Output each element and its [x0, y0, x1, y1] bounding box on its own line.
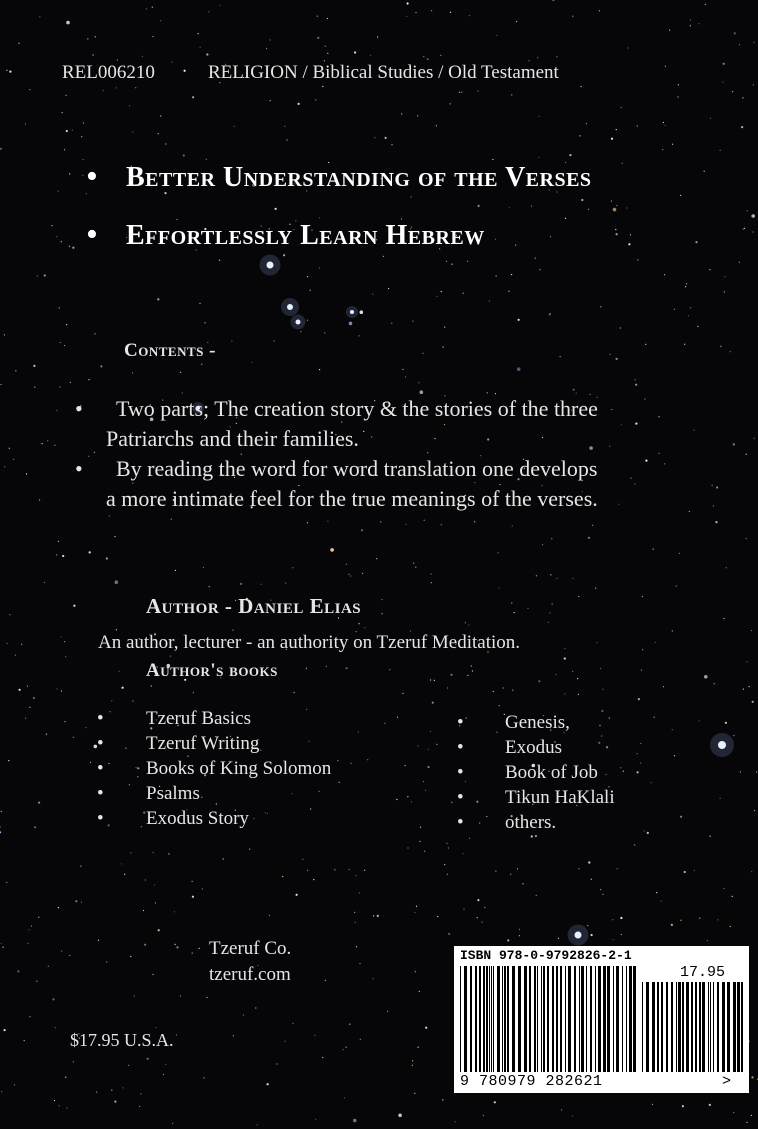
book-title: Tikun HaKlali	[505, 787, 615, 808]
bullet-icon: •	[457, 737, 464, 758]
book-title: Genesis,	[505, 712, 570, 733]
isbn-barcode	[454, 946, 749, 1093]
isbn-label: ISBN 978-0-9792826-2-1	[460, 948, 632, 963]
book-title: Exodus Story	[146, 808, 249, 829]
book-title: Books of King Solomon	[146, 758, 332, 779]
author-heading: Author - Daniel Elias	[146, 594, 362, 618]
bullet-icon: •	[75, 456, 83, 481]
bullet-icon: •	[86, 216, 98, 253]
book-title: Psalms	[146, 783, 200, 804]
price-addon-bars	[640, 982, 744, 1072]
bullet-icon: •	[97, 733, 104, 754]
barcode-price-code: 17.95	[680, 964, 726, 981]
bullet-icon: •	[457, 762, 464, 783]
bullet-icon: •	[97, 808, 104, 829]
barcode-digits: 9 780979 282621	[460, 1073, 603, 1090]
book-title: Tzeruf Writing	[146, 733, 260, 754]
bullet-icon: •	[97, 758, 104, 779]
bullet-icon: •	[97, 708, 104, 729]
publisher-website: tzeruf.com	[209, 964, 291, 985]
book-title: Exodus	[505, 737, 562, 758]
contents-heading: Contents -	[124, 340, 216, 361]
contents-item-2-line2: a more intimate feel for the true meanings of the verses.	[106, 486, 598, 511]
contents-item-1-line2: Patriarchs and their families.	[106, 426, 359, 451]
price-label: $17.95 U.S.A.	[70, 1030, 174, 1050]
author-bio: An author, lecturer - an authority on Tzeruf Meditation.	[98, 632, 521, 653]
barcode-end-mark: >	[722, 1073, 732, 1090]
barcode-bars	[458, 966, 638, 1072]
book-title: Book of Job	[505, 762, 598, 783]
bullet-icon: •	[457, 787, 464, 808]
highlight-2: Effortlessly Learn Hebrew	[126, 220, 485, 251]
bullet-icon: •	[97, 783, 104, 804]
bullet-icon: •	[86, 158, 98, 195]
contents-item-2-line1: By reading the word for word translation one develops	[116, 456, 598, 481]
book-title: Tzeruf Basics	[146, 708, 251, 729]
books-heading: Author's books	[146, 660, 278, 681]
highlight-1: Better Understanding of the Verses	[126, 162, 592, 193]
bullet-icon: •	[457, 812, 464, 833]
book-title: others.	[505, 812, 557, 833]
bullet-icon: •	[75, 396, 83, 421]
bullet-icon: •	[457, 712, 464, 733]
category-code: REL006210	[62, 62, 155, 83]
publisher-name: Tzeruf Co.	[209, 938, 292, 959]
category-subject: RELIGION / Biblical Studies / Old Testament	[208, 62, 559, 83]
contents-item-1-line1: Two parts; The creation story & the stories of the three	[116, 396, 598, 421]
